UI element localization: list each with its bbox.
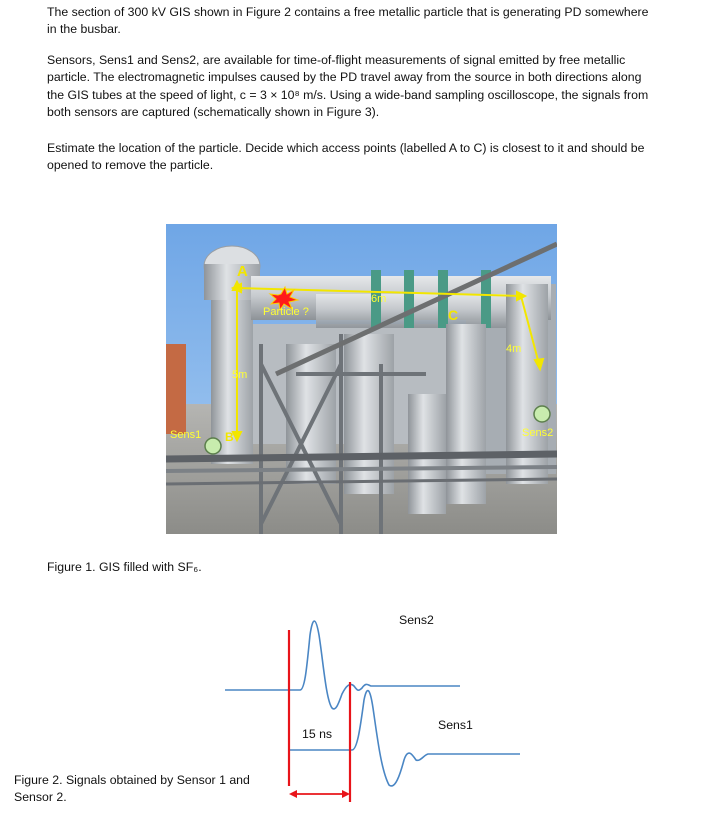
dim-4m-label: 4m — [506, 343, 522, 355]
gis-photo — [166, 224, 557, 534]
dim-6m-label: 6m — [371, 293, 387, 305]
problem-paragraph-2: Sensors, Sens1 and Sens2, are available for time-of-flight measurements of signal emitted by free metallic particle. The electromagnetic impulses caused by the PD travel away from the source in both directions along the GIS tubes at the speed of light, c = 3 × 10⁸ m/s. Using a wide-band sampling oscilloscope, the signals from both sensors are captured (schematically shown in Figure 3). — [47, 53, 649, 120]
sens2-label: Sens2 — [522, 427, 554, 439]
dim-5m-label: 5m — [232, 369, 248, 381]
point-c-label: C — [448, 307, 459, 323]
time-diff-label: 15 ns — [302, 727, 333, 741]
point-a-label: A — [237, 263, 248, 280]
problem-paragraph-3: Estimate the location of the particle. Decide which access points (labelled A to C) is closest to it and should be opened to remove the particle. — [47, 141, 645, 173]
sens1-marker — [205, 438, 221, 454]
sens1-label: Sens1 — [170, 429, 202, 441]
problem-paragraph-1: The section of 300 kV GIS shown in Figure 2 contains a free metallic particle that is generating PD somewhere in the busbar. — [47, 5, 649, 37]
sens2-signal-label: Sens2 — [399, 613, 434, 627]
point-b-label: B — [225, 430, 234, 444]
particle-label: Particle ? — [263, 306, 309, 318]
sens2-marker — [534, 406, 550, 422]
sens2-trace — [225, 621, 460, 709]
figure2-caption: Figure 2. Signals obtained by Sensor 1 and Sensor 2. — [14, 773, 250, 805]
figure1-caption: Figure 1. GIS filled with SF₆. — [47, 560, 202, 574]
sens1-signal-label: Sens1 — [438, 718, 473, 732]
